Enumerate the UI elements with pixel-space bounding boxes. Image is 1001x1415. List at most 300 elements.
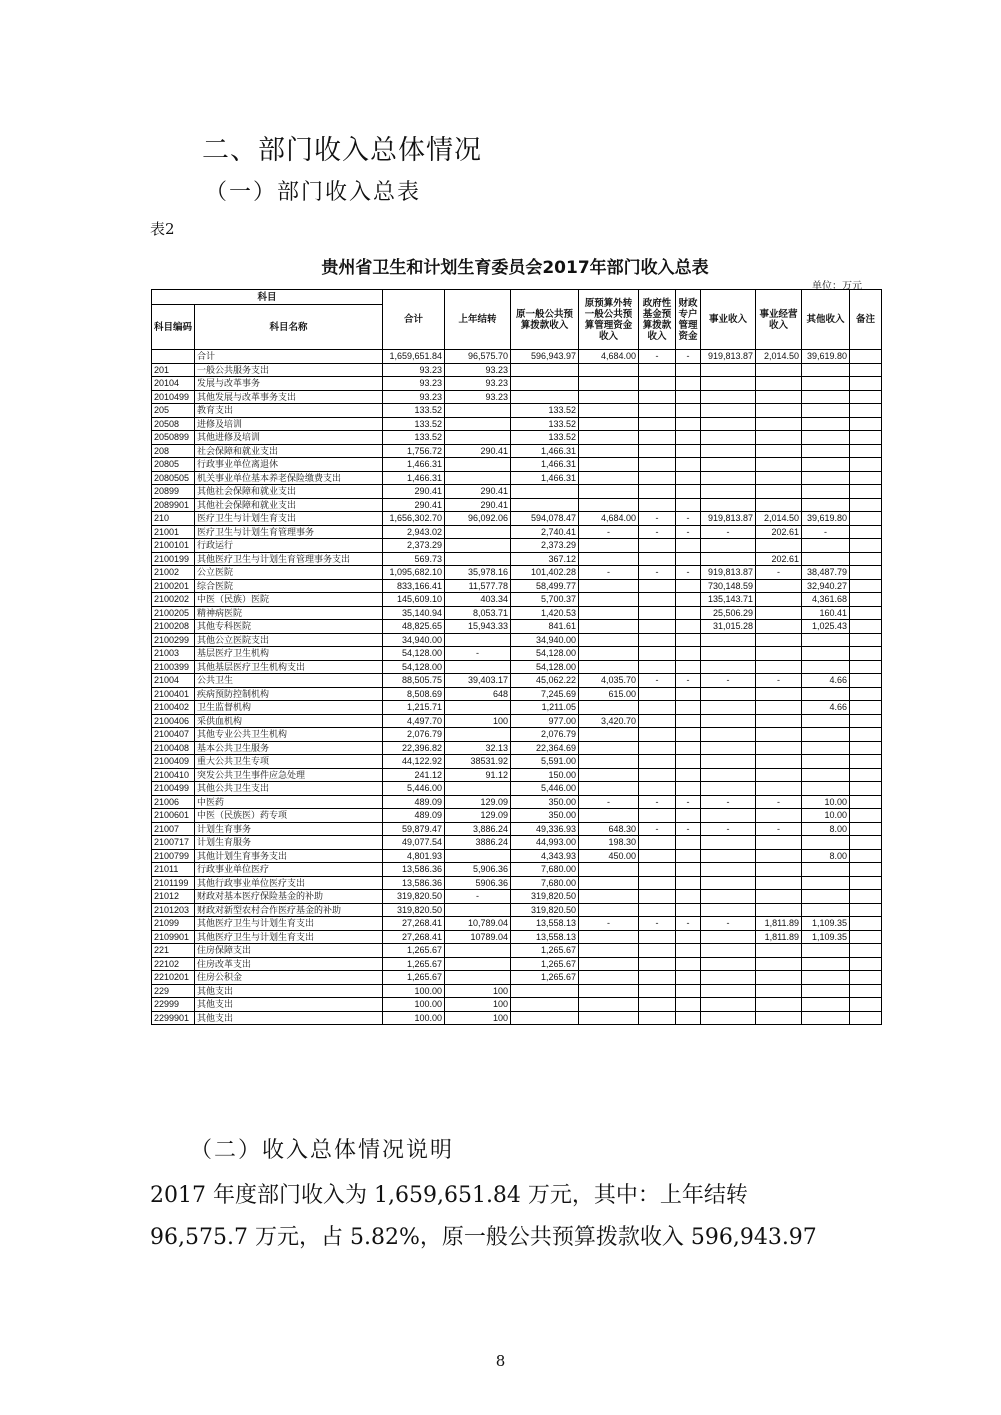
- cell-value: 290.41: [445, 498, 511, 512]
- cell-value: [676, 930, 701, 944]
- cell-value: [579, 552, 639, 566]
- cell-value: [676, 876, 701, 890]
- cell-value: -: [579, 525, 639, 539]
- cell-value: 7,680.00: [511, 876, 579, 890]
- cell-value: [639, 579, 676, 593]
- cell-value: 145,609.10: [383, 593, 445, 607]
- cell-value: 133.52: [383, 417, 445, 431]
- cell-value: 133.52: [383, 431, 445, 445]
- cell-value: [701, 971, 756, 985]
- cell-value: 135,143.71: [701, 593, 756, 607]
- table-row: [152, 620, 882, 634]
- cell-value: [579, 660, 639, 674]
- cell-value: [850, 903, 882, 917]
- cell-value: [511, 1011, 579, 1025]
- cell-value: 1,265.67: [383, 944, 445, 958]
- cell-value: 1,466.31: [383, 471, 445, 485]
- cell-value: 1,095,682.10: [383, 566, 445, 580]
- cell-value: [445, 971, 511, 985]
- cell-value: 833,166.41: [383, 579, 445, 593]
- cell-value: [511, 984, 579, 998]
- cell-code: 21004: [152, 674, 195, 688]
- cell-value: 919,813.87: [701, 566, 756, 580]
- cell-value: [756, 579, 802, 593]
- cell-name: 基层医疗卫生机构: [195, 647, 383, 661]
- cell-name: 重大公共卫生专项: [195, 755, 383, 769]
- cell-value: 4,035.70: [579, 674, 639, 688]
- cell-value: [756, 444, 802, 458]
- cell-value: [639, 593, 676, 607]
- cell-value: [701, 660, 756, 674]
- cell-value: 93.23: [445, 390, 511, 404]
- cell-value: 615.00: [579, 687, 639, 701]
- cell-value: 34,940.00: [383, 633, 445, 647]
- cell-value: 150.00: [511, 768, 579, 782]
- cell-value: [802, 741, 850, 755]
- cell-value: [639, 782, 676, 796]
- cell-name: 住房公积金: [195, 971, 383, 985]
- cell-value: [701, 485, 756, 499]
- cell-value: 54,128.00: [383, 660, 445, 674]
- cell-value: [579, 633, 639, 647]
- cell-value: 919,813.87: [701, 512, 756, 526]
- cell-value: 1,265.67: [511, 971, 579, 985]
- cell-value: [676, 471, 701, 485]
- table-body: [152, 350, 882, 1025]
- cell-code: 2100406: [152, 714, 195, 728]
- cell-code: 221: [152, 944, 195, 958]
- cell-value: 290.41: [383, 485, 445, 499]
- cell-value: [579, 984, 639, 998]
- cell-value: [756, 471, 802, 485]
- cell-value: 350.00: [511, 809, 579, 823]
- cell-value: [511, 485, 579, 499]
- table-row: [152, 836, 882, 850]
- col-other: 其他收入: [802, 290, 850, 350]
- cell-code: 2100201: [152, 579, 195, 593]
- cell-code: 21007: [152, 822, 195, 836]
- table-row: [152, 350, 882, 364]
- cell-name: 卫生监督机构: [195, 701, 383, 715]
- cell-value: [850, 984, 882, 998]
- cell-name: 中医（民族医）药专项: [195, 809, 383, 823]
- cell-value: -: [676, 822, 701, 836]
- cell-value: 39,403.17: [445, 674, 511, 688]
- cell-name: 其他社会保障和就业支出: [195, 485, 383, 499]
- cell-value: [850, 539, 882, 553]
- cell-value: -: [701, 822, 756, 836]
- cell-value: 1,420.53: [511, 606, 579, 620]
- cell-value: [639, 404, 676, 418]
- cell-value: [802, 957, 850, 971]
- cell-value: [850, 458, 882, 472]
- cell-value: [579, 593, 639, 607]
- cell-value: [639, 431, 676, 445]
- cell-value: 93.23: [383, 390, 445, 404]
- cell-value: [579, 903, 639, 917]
- section-heading: 二、部门收入总体情况: [202, 135, 482, 166]
- cell-value: [676, 903, 701, 917]
- cell-value: [639, 903, 676, 917]
- cell-value: [802, 404, 850, 418]
- cell-value: [579, 417, 639, 431]
- cell-value: 4.66: [802, 701, 850, 715]
- cell-value: [639, 930, 676, 944]
- cell-value: 290.41: [445, 444, 511, 458]
- cell-value: [850, 755, 882, 769]
- cell-value: [579, 606, 639, 620]
- cell-code: 22102: [152, 957, 195, 971]
- cell-value: [579, 998, 639, 1012]
- cell-value: [579, 363, 639, 377]
- cell-value: -: [639, 822, 676, 836]
- cell-value: [701, 552, 756, 566]
- cell-value: 4,684.00: [579, 512, 639, 526]
- cell-value: [701, 1011, 756, 1025]
- cell-value: [639, 620, 676, 634]
- cell-code: 2100401: [152, 687, 195, 701]
- table-row: [152, 795, 882, 809]
- table-row: [152, 890, 882, 904]
- cell-value: [756, 701, 802, 715]
- cell-value: [756, 633, 802, 647]
- cell-value: -: [639, 674, 676, 688]
- cell-code: 201: [152, 363, 195, 377]
- cell-value: -: [676, 795, 701, 809]
- cell-name: 其他社会保障和就业支出: [195, 498, 383, 512]
- cell-value: 2,014.50: [756, 512, 802, 526]
- cell-value: 49,336.93: [511, 822, 579, 836]
- cell-value: 7,680.00: [511, 863, 579, 877]
- cell-value: 133.52: [511, 431, 579, 445]
- cell-code: 21006: [152, 795, 195, 809]
- cell-value: [676, 768, 701, 782]
- cell-value: [802, 755, 850, 769]
- cell-value: -: [756, 566, 802, 580]
- cell-value: [676, 998, 701, 1012]
- cell-value: 2,943.02: [383, 525, 445, 539]
- cell-value: 91.12: [445, 768, 511, 782]
- cell-value: [579, 444, 639, 458]
- cell-name: 教育支出: [195, 404, 383, 418]
- cell-name: 进修及培训: [195, 417, 383, 431]
- cell-value: [676, 741, 701, 755]
- cell-code: 2100402: [152, 701, 195, 715]
- cell-code: 2299901: [152, 1011, 195, 1025]
- subsection-heading: （一）部门收入总表: [205, 180, 422, 205]
- cell-value: [579, 377, 639, 391]
- cell-code: 2100399: [152, 660, 195, 674]
- cell-value: [639, 971, 676, 985]
- cell-code: 2100717: [152, 836, 195, 850]
- cell-value: [579, 957, 639, 971]
- cell-value: [701, 930, 756, 944]
- table-row: [152, 782, 882, 796]
- cell-value: -: [639, 350, 676, 364]
- cell-value: 10789.04: [445, 930, 511, 944]
- cell-value: [701, 863, 756, 877]
- cell-value: [639, 660, 676, 674]
- cell-value: [676, 498, 701, 512]
- cell-value: [445, 539, 511, 553]
- cell-value: -: [756, 674, 802, 688]
- table-row: [152, 998, 882, 1012]
- cell-value: 54,128.00: [511, 660, 579, 674]
- col-total: 合计: [383, 290, 445, 350]
- cell-value: [802, 647, 850, 661]
- cell-value: 2,373.29: [383, 539, 445, 553]
- cell-value: 1,466.31: [511, 458, 579, 472]
- cell-value: [756, 998, 802, 1012]
- cell-code: 21002: [152, 566, 195, 580]
- cell-value: [802, 660, 850, 674]
- cell-value: 54,128.00: [383, 647, 445, 661]
- cell-name: 行政事业单位离退休: [195, 458, 383, 472]
- cell-value: [639, 741, 676, 755]
- cell-value: 1,466.31: [383, 458, 445, 472]
- cell-value: [756, 890, 802, 904]
- cell-value: 93.23: [445, 377, 511, 391]
- cell-value: [701, 377, 756, 391]
- cell-value: 100.00: [383, 984, 445, 998]
- cell-value: 4,497.70: [383, 714, 445, 728]
- cell-value: [756, 647, 802, 661]
- cell-value: 1,811.89: [756, 917, 802, 931]
- table-row: [152, 471, 882, 485]
- cell-value: [639, 755, 676, 769]
- table-row: [152, 579, 882, 593]
- cell-name: 精神病医院: [195, 606, 383, 620]
- cell-value: 202.61: [756, 525, 802, 539]
- cell-value: 27,268.41: [383, 930, 445, 944]
- table-row: [152, 876, 882, 890]
- cell-value: -: [701, 917, 756, 931]
- cell-value: [802, 944, 850, 958]
- cell-value: [756, 768, 802, 782]
- cell-value: 38,487.79: [802, 566, 850, 580]
- cell-value: 489.09: [383, 809, 445, 823]
- cell-name: 其他进修及培训: [195, 431, 383, 445]
- cell-value: [850, 566, 882, 580]
- cell-value: 3,420.70: [579, 714, 639, 728]
- cell-value: [676, 633, 701, 647]
- cell-value: [701, 755, 756, 769]
- cell-value: [850, 471, 882, 485]
- cell-value: 100: [445, 998, 511, 1012]
- cell-value: 96,092.06: [445, 512, 511, 526]
- cell-value: [445, 701, 511, 715]
- cell-value: 319,820.50: [383, 903, 445, 917]
- cell-value: [850, 417, 882, 431]
- cell-value: 58,499.77: [511, 579, 579, 593]
- table-row: [152, 822, 882, 836]
- cell-value: 5,446.00: [383, 782, 445, 796]
- cell-value: [701, 417, 756, 431]
- cell-value: [756, 606, 802, 620]
- table-unit: 单位：万元: [812, 281, 862, 292]
- cell-code: 2210201: [152, 971, 195, 985]
- table-row: [152, 849, 882, 863]
- cell-name: 财政对基本医疗保险基金的补助: [195, 890, 383, 904]
- cell-value: [701, 984, 756, 998]
- cell-value: [850, 890, 882, 904]
- cell-value: [676, 714, 701, 728]
- cell-value: [701, 890, 756, 904]
- cell-value: 198.30: [579, 836, 639, 850]
- cell-value: [579, 809, 639, 823]
- cell-name: 其他支出: [195, 984, 383, 998]
- cell-value: [445, 552, 511, 566]
- cell-value: -: [445, 890, 511, 904]
- cell-value: [445, 944, 511, 958]
- cell-name: 其他公立医院支出: [195, 633, 383, 647]
- cell-value: 133.52: [383, 404, 445, 418]
- cell-value: 3886.24: [445, 836, 511, 850]
- cell-value: [676, 552, 701, 566]
- cell-value: [579, 620, 639, 634]
- cell-value: -: [639, 525, 676, 539]
- cell-name: 财政对新型农村合作医疗基金的补助: [195, 903, 383, 917]
- cell-code: 2109901: [152, 930, 195, 944]
- col-special: 财政专户管理资金: [676, 290, 701, 350]
- cell-code: 2100499: [152, 782, 195, 796]
- cell-value: [639, 998, 676, 1012]
- cell-value: 22,364.69: [511, 741, 579, 755]
- cell-value: [756, 903, 802, 917]
- cell-value: [802, 633, 850, 647]
- cell-value: [676, 971, 701, 985]
- cell-value: 2,076.79: [383, 728, 445, 742]
- cell-code: 21001: [152, 525, 195, 539]
- cell-value: [676, 957, 701, 971]
- table-row: [152, 1011, 882, 1025]
- cell-value: -: [701, 525, 756, 539]
- cell-value: [639, 390, 676, 404]
- cell-code: 20104: [152, 377, 195, 391]
- table-row: [152, 984, 882, 998]
- cell-code: 20805: [152, 458, 195, 472]
- cell-value: [850, 795, 882, 809]
- cell-value: [701, 741, 756, 755]
- cell-value: [639, 890, 676, 904]
- cell-value: 350.00: [511, 795, 579, 809]
- cell-value: [701, 363, 756, 377]
- cell-value: 39,619.80: [802, 512, 850, 526]
- cell-value: -: [756, 795, 802, 809]
- cell-name: 公共卫生: [195, 674, 383, 688]
- cell-value: [802, 782, 850, 796]
- cell-code: 2100208: [152, 620, 195, 634]
- cell-code: 2100601: [152, 809, 195, 823]
- col-carryover: 上年结转: [445, 290, 511, 350]
- cell-name: 住房保障支出: [195, 944, 383, 958]
- cell-value: 8.00: [802, 849, 850, 863]
- cell-name: 基本公共卫生服务: [195, 741, 383, 755]
- cell-value: [850, 998, 882, 1012]
- cell-value: [511, 363, 579, 377]
- cell-value: [579, 930, 639, 944]
- cell-value: [850, 741, 882, 755]
- cell-value: [850, 849, 882, 863]
- cell-value: [756, 431, 802, 445]
- cell-value: 1,109.35: [802, 917, 850, 931]
- cell-value: 7,245.69: [511, 687, 579, 701]
- cell-value: [701, 836, 756, 850]
- cell-value: [850, 593, 882, 607]
- cell-value: [511, 390, 579, 404]
- cell-code: 2080505: [152, 471, 195, 485]
- col-operation: 事业经营收入: [756, 290, 802, 350]
- cell-value: [639, 498, 676, 512]
- table-row: [152, 917, 882, 931]
- cell-value: -: [676, 674, 701, 688]
- cell-value: [676, 809, 701, 823]
- table-row: [152, 944, 882, 958]
- cell-value: [756, 714, 802, 728]
- cell-value: [701, 647, 756, 661]
- table-row: [152, 377, 882, 391]
- cell-value: [676, 377, 701, 391]
- cell-value: 13,558.13: [511, 917, 579, 931]
- cell-code: 229: [152, 984, 195, 998]
- cell-value: [756, 593, 802, 607]
- cell-value: [802, 728, 850, 742]
- cell-value: 403.34: [445, 593, 511, 607]
- cell-value: [579, 471, 639, 485]
- cell-value: [850, 876, 882, 890]
- cell-value: [756, 660, 802, 674]
- cell-value: 48,825.65: [383, 620, 445, 634]
- cell-code: 210: [152, 512, 195, 526]
- cell-code: [152, 350, 195, 364]
- cell-value: [802, 498, 850, 512]
- cell-value: [676, 485, 701, 499]
- cell-value: [850, 444, 882, 458]
- cell-value: 5,446.00: [511, 782, 579, 796]
- cell-value: [850, 485, 882, 499]
- cell-name: 计划生育事务: [195, 822, 383, 836]
- cell-value: 13,586.36: [383, 863, 445, 877]
- cell-value: [676, 687, 701, 701]
- cell-value: -: [579, 566, 639, 580]
- cell-value: [802, 444, 850, 458]
- cell-value: [511, 377, 579, 391]
- cell-value: [701, 728, 756, 742]
- cell-value: [802, 687, 850, 701]
- cell-value: -: [445, 647, 511, 661]
- cell-name: 其他医疗卫生与计划生育管理事务支出: [195, 552, 383, 566]
- table-row: [152, 809, 882, 823]
- cell-value: [850, 498, 882, 512]
- cell-value: [802, 417, 850, 431]
- cell-value: [445, 431, 511, 445]
- cell-value: [639, 957, 676, 971]
- cell-value: 11,577.78: [445, 579, 511, 593]
- cell-value: 1,215.71: [383, 701, 445, 715]
- cell-value: 919,813.87: [701, 350, 756, 364]
- cell-value: [676, 444, 701, 458]
- cell-value: [676, 417, 701, 431]
- table-row: [152, 701, 882, 715]
- cell-value: 13,586.36: [383, 876, 445, 890]
- cell-value: [639, 849, 676, 863]
- cell-value: [701, 404, 756, 418]
- cell-value: [850, 701, 882, 715]
- cell-value: [445, 849, 511, 863]
- cell-value: [756, 377, 802, 391]
- cell-value: [676, 431, 701, 445]
- table-row: [152, 485, 882, 499]
